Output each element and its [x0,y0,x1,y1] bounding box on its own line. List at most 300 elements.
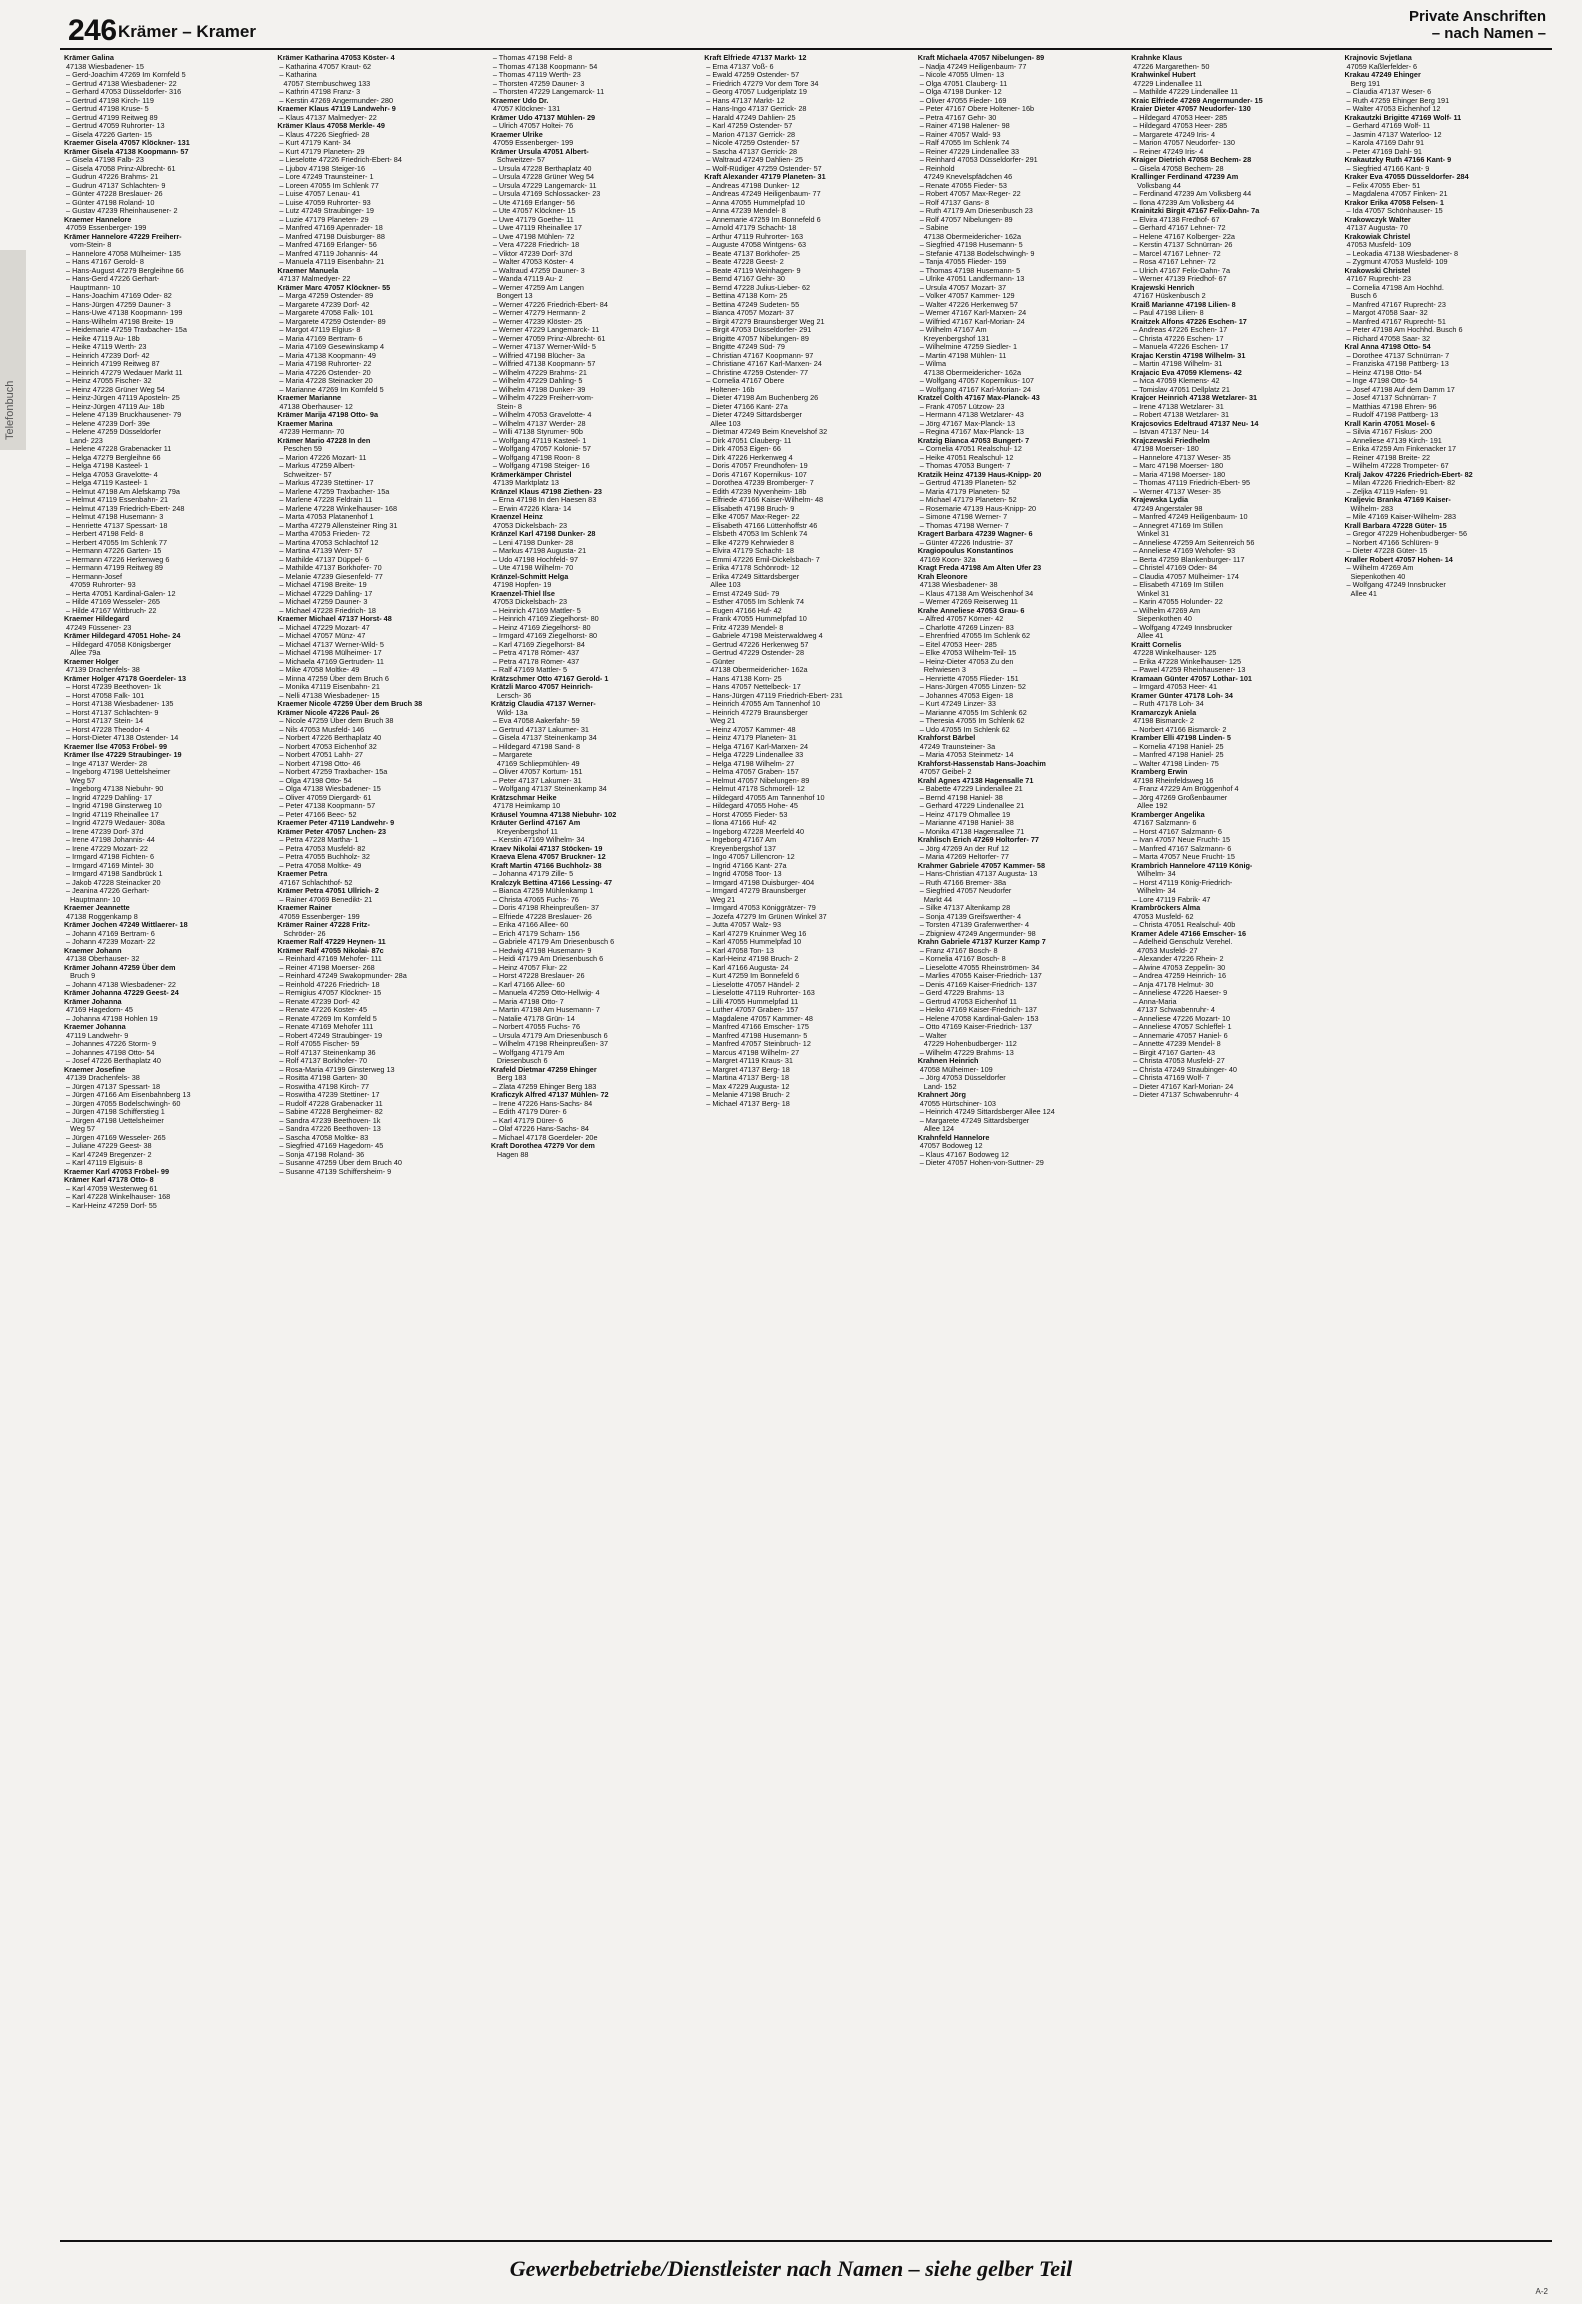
directory-entry: Kraiß Marianne 47198 Lilien- 8 [1131,299,1236,309]
directory-entry: – Ute 47169 Erlanger- 56 [492,197,575,207]
directory-entry: – Arthur 47119 Ruhrorter- 163 [706,231,804,241]
directory-entry: – Helmut 47057 Nibelungen- 89 [706,775,810,785]
directory-entry: Siepenkothen 40 [1350,571,1406,581]
directory-entry: Krämer Klaus 47058 Merkle- 49 [277,121,385,130]
directory-entry: – Nadja 47249 Heiligenbaum- 77 [919,61,1027,71]
directory-entry: – Pawel 47259 Rheinhausener- 13 [1133,665,1246,674]
directory-entry: – Ernst 47249 Süd- 79 [706,588,780,598]
directory-entry: – Klaus 47226 Siegfried- 28 [279,129,370,139]
directory-entry: – Irene 47239 Dorf- 37d [66,826,144,836]
directory-entry: Krajewska Lydia [1131,495,1189,504]
directory-entry: – Ulrich 47167 Felix-Dahn- 7a [1133,265,1231,275]
directory-entry: – Cornelia 47198 Am Hochhd. [1346,282,1444,292]
directory-entry: – Tomislav 47051 Dellplatz 21 [1133,384,1230,394]
directory-entry: – Olga 47198 Otto- 54 [279,775,352,785]
directory-entry: – Johannes 47198 Otto- 54 [66,1047,155,1057]
directory-entry: – Horst 47167 Salzmann- 6 [1133,826,1222,836]
directory-entry: Krajcsovics Edeltraud 47137 Neu- 14 [1131,418,1259,428]
directory-entry: – Edith 47239 Nyvenheim- 18b [706,486,807,496]
directory-entry: – Volker 47057 Kammer- 129 [919,291,1015,300]
directory-entry: – Bernd 47198 Haniel- 38 [919,792,1003,802]
directory-entry: – Felix 47055 Eber- 51 [1346,180,1421,190]
directory-entry: – Doris 47167 Kopernikus- 107 [706,469,807,479]
directory-entry: Krämer Ilse 47229 Straubinger- 19 [64,750,182,759]
directory-entry: – Christa 47249 Straubinger- 40 [1133,1064,1237,1074]
directory-entry: – Udo 47055 Im Schlenk 62 [919,724,1010,734]
directory-entry: – Sonja 47139 Greifswerther- 4 [919,911,1022,921]
directory-entry: – Uwe 47198 Mühlen- 72 [492,231,575,241]
directory-entry: Kreyenbergshof 131 [923,333,990,343]
directory-entry: – Oliver 47059 Diergardt- 61 [279,792,372,802]
directory-entry: – Horst 47228 Breslauer- 26 [492,971,585,980]
directory-entry: – Petra 47053 Musfeld- 82 [279,843,366,853]
directory-entry: – Annegret 47169 Im Stillen [1133,520,1223,530]
directory-entry: – Werner 47139 Friedhof- 67 [1133,274,1227,283]
directory-entry: – Kathrin 47198 Franz- 3 [279,87,361,96]
directory-entry: Kraficzyk Alfred 47137 Mühlen- 72 [490,1090,609,1099]
directory-entry: – Stefanie 47138 Bodelschwingh- 9 [919,248,1035,258]
directory-entry: – Michael 47229 Mozart- 47 [279,622,370,632]
directory-entry: – Anja 47178 Helmut- 30 [1133,979,1214,989]
directory-entry: Kraemer Marina [277,418,333,428]
directory-entry: – Regina 47167 Max-Planck- 13 [919,427,1024,436]
directory-entry: – Uwe 47119 Rheinallee 17 [492,223,582,232]
directory-entry: – Nelli 47138 Wiesbadener- 15 [279,690,380,700]
directory-entry: – Dietmar 47249 Beim Knevelshof 32 [706,427,828,436]
directory-entry: 47167 Ruprecht- 23 [1346,274,1412,283]
directory-entry: – Herta 47051 Kardinal-Galen- 12 [66,588,176,598]
directory-entry: – Marcus 47198 Wilhelm- 27 [706,1047,800,1057]
directory-entry: Kränzel Klaus 47198 Ziethen- 23 [490,486,602,496]
directory-entry: Siepenkothen 40 [1137,614,1192,623]
directory-entry: – Erich 47179 Scharn- 156 [492,928,580,938]
directory-entry: – Karl 47166 Augusta- 24 [706,962,789,972]
directory-entry: – Jürgen 47198 Schifferstieg 1 [66,1107,165,1116]
directory-entry: – Johann 47138 Wiesbadener- 22 [66,979,176,989]
directory-entry: – Margret 47137 Berg- 18 [706,1064,790,1074]
directory-entry: – Heinrich 47279 Wedauer Markt 11 [66,367,183,377]
directory-entry: – Helma 47057 Graben- 157 [706,767,799,776]
directory-entry: Krämer Holger 47178 Goerdeler- 13 [64,673,187,683]
directory-entry: – Klaus 47138 Am Weischenhof 34 [919,588,1034,598]
directory-entry: 47226 Margarethen- 50 [1133,61,1210,71]
directory-entry: – Hildegard 47055 Am Tannenhof 10 [706,792,825,802]
directory-entry: – Monika 47138 Hagensallee 71 [919,826,1025,836]
directory-entry: – Minna 47259 Über dem Bruch 6 [279,673,389,683]
directory-entry: – Dirk 47053 Eigen- 66 [706,444,781,453]
directory-entry: – Irmgard 47198 Sandbrück 1 [66,869,163,878]
directory-entry: 47139 Drachenfels- 38 [66,1073,140,1082]
directory-entry: 47053 Musfeld- 109 [1346,240,1412,249]
directory-entry: – Gerhard 47167 Lehner- 72 [1133,223,1226,232]
directory-entry: – Walter 47053 Eichenhof 12 [1346,104,1441,113]
directory-entry: – Reinhold 47226 Friedrich- 18 [279,979,380,989]
directory-entry: – Bernd 47167 Gehr- 30 [706,274,785,283]
directory-entry: – Ewald 47259 Ostender- 57 [706,70,800,79]
directory-entry: – Manfred 47167 Salzmann- 6 [1133,843,1232,853]
directory-entry: – Istvan 47137 Neu- 14 [1133,427,1209,436]
directory-entry: Krämer Ralf 47055 Nikolai- 87c [277,945,384,955]
directory-entry: – Loreen 47055 Im Schlenk 77 [279,180,379,190]
directory-entry: – Hildegard 47053 Heer- 285 [1133,112,1228,122]
directory-entry: – Marta 47053 Platanenhof 1 [279,512,374,521]
directory-entry: Krakor Erika 47058 Felsen- 1 [1344,197,1444,207]
directory-entry: – Udo 47198 Hochfeld- 97 [492,554,579,564]
directory-entry: – Heidemarie 47259 Traxbacher- 15a [66,325,187,334]
directory-entry: – Luzie 47179 Planeten- 29 [279,214,369,224]
directory-entry: – Alexander 47226 Rhein- 2 [1133,954,1224,963]
directory-entry: – Wilfried 47198 Blücher- 3a [492,350,585,360]
directory-entry: – Marc 47198 Moerser- 180 [1133,461,1224,470]
directory-entry: Kraemer Ilse 47053 Fröbel- 99 [64,741,168,751]
directory-entry: – Sabine 47228 Bergheimer- 82 [279,1107,383,1116]
directory-entry: – Heinrich 47169 Ziegelhorst- 80 [492,614,599,623]
directory-entry: – Maria 47179 Planeten- 52 [919,486,1010,496]
directory-entry: Kraemer Peter 47119 Landwehr- 9 [277,818,395,827]
directory-entry: – Mike 47058 Moltke- 49 [279,665,360,674]
directory-entry: – Wolfgang 47167 Karl-Morian- 24 [919,384,1032,394]
directory-entry: – Thomas 47198 Husemann- 5 [919,265,1021,275]
directory-entry: Krajnovic Svjetlana [1344,54,1412,62]
directory-entry: Kräuter Gerlind 47167 Am [490,818,581,827]
directory-entry: – Denis 47169 Kaiser-Friedrich- 137 [919,979,1037,989]
directory-entry: – Gertrud 47226 Herkenweg 57 [706,639,809,649]
directory-entry: – Siegfried 47169 Hagedorn- 45 [279,1141,384,1150]
directory-entry: Kraemer Gisela 47057 Klöckner- 131 [64,138,190,147]
directory-entry: – Ljubov 47198 Steiger-16 [279,163,366,173]
directory-entry: 47249 Füssener- 23 [66,622,132,632]
directory-entry: Krajcer Heinrich 47138 Wetzlarer- 31 [1131,393,1258,402]
directory-entry: – Jürgen 47169 Wesseler- 265 [66,1132,166,1142]
directory-entry: – Thomas 47198 Werner- 7 [919,520,1009,530]
directory-entry: – Andreas 47226 Eschen- 17 [1133,325,1228,334]
directory-entry: Kralczyk Bettina 47166 Lessing- 47 [490,877,613,887]
directory-entry: – Ida 47057 Schönhauser- 15 [1346,206,1443,215]
directory-entry: – Jörg 47269 An der Ruf 12 [919,843,1009,853]
directory-entry: – Rainer 47198 Halener- 98 [919,121,1010,130]
directory-entry: – Christian 47167 Koopmann- 97 [706,350,814,360]
directory-columns [60,54,1554,2226]
directory-entry: – Gabriele 47198 Meisterwaldweg 4 [706,631,823,640]
directory-entry: – Helmut 47178 Schmorell- 12 [706,784,805,793]
directory-entry: – Birgit 47279 Braunsberger Weg 21 [706,316,825,326]
directory-entry: – Wolfgang 47119 Kasteel- 1 [492,435,587,445]
directory-entry: – Siegfried 47166 Kant- 9 [1346,163,1430,173]
directory-entry: Wilhelm- 34 [1137,869,1176,878]
directory-entry: Kraic Elfriede 47269 Angermunder- 15 [1131,95,1263,105]
directory-entry: – Wolfgang 47249 Innsbrucker [1346,580,1446,589]
directory-entry: – Erna 47198 In den Haesen 83 [492,495,597,504]
directory-entry: Kraenzel-Thiel Ilse [490,588,555,598]
directory-entry: Kraemer Udo Dr. [490,95,549,105]
directory-entry: – Rosa-Maria 47199 Ginsterweg 13 [279,1064,395,1074]
directory-entry: – Maria 47169 Gesewinskamp 4 [279,342,385,351]
directory-entry: – Martha 47279 Allensteiner Ring 31 [279,520,398,530]
directory-entry: – Martin 47198 Am Husemann- 7 [492,1005,600,1014]
directory-entry: – Michael 47198 Breite- 19 [279,580,367,589]
directory-entry: – Thomas 47138 Koopmann- 54 [492,61,598,71]
directory-entry: – Babette 47229 Lindenallee 21 [919,784,1023,793]
directory-entry: – Karl 47055 Hummelpfad 10 [706,937,802,946]
directory-entry: Kraitt Cornelis [1131,639,1182,649]
directory-entry: – Martina 47139 Werr- 57 [279,546,363,555]
directory-entry: Krämer Johanna 47229 Geest- 24 [64,988,179,997]
directory-entry: – Karl 47119 Elgisuis- 8 [66,1158,143,1167]
directory-entry: – Dorothea 47239 Bromberger- 7 [706,478,814,487]
directory-entry: – Michael 47057 Münz- 47 [279,631,366,640]
directory-entry: Krahnert Jörg [917,1090,966,1099]
directory-entry: Kramaan Günter 47057 Lothar- 101 [1131,673,1252,683]
directory-entry: – Kurt 47179 Planeten- 29 [279,146,365,156]
directory-entry: – Hans-Christian 47137 Augusta- 13 [919,869,1038,878]
directory-entry: – Magdalena 47057 Finken- 21 [1346,189,1448,198]
directory-entry: – Lieselotte 47055 Rheinströmen- 34 [919,962,1040,972]
directory-entry: – Heinrich 47199 Reitweg 87 [66,359,160,368]
directory-entry: 47198 Moerser- 180 [1133,444,1199,453]
directory-entry: – Eitel 47053 Heer- 285 [919,639,997,649]
directory-entry: – Gertrud 47198 Kirch- 119 [66,95,154,105]
directory-entry: – Ehrenfried 47055 Im Schlenk 62 [919,631,1031,640]
directory-entry: – Zeljka 47119 Hafen- 91 [1346,486,1428,496]
directory-entry: – Hilde 47167 Wittbruch- 22 [66,605,157,615]
directory-entry: – Lutz 47249 Straubinger- 19 [279,206,374,215]
directory-entry: Kragt Freda 47198 Am Alten Ufer 23 [917,563,1042,572]
directory-entry: – Peter 47138 Koopmann- 57 [279,801,376,810]
directory-entry: – Wilhelm 47198 Dunker- 39 [492,384,586,394]
directory-entry: – Norbert 47226 Berthaplatz 40 [279,733,382,742]
directory-entry: – Christa 47065 Fuchs- 76 [492,894,579,904]
directory-entry: – Roswitha 47239 Stettiner- 17 [279,1090,380,1099]
directory-entry: Kraemer Hannelore [64,214,132,224]
directory-entry: – Brigitte 47057 Nibelungen- 89 [706,333,809,343]
directory-entry: Krätzschmer Otto 47167 Gerold- 1 [490,673,609,683]
directory-entry: – Gustav 47239 Rheinhausener- 2 [66,206,178,215]
directory-entry: – Elisabeth 47169 Im Stillen [1133,580,1224,589]
directory-entry: – Georg 47057 Ludgeriplatz 19 [706,87,807,96]
directory-entry: – Rolf 47057 Nibelungen- 89 [919,214,1013,224]
directory-entry: Krakowski Christel [1344,265,1411,275]
directory-entry: – Lieselotte 47057 Händel- 2 [706,979,800,989]
directory-entry: – Wanda 47119 Au- 2 [492,274,563,283]
directory-entry: Kränzel-Schmitt Helga [490,571,569,581]
directory-entry: – Karin 47055 Holunder- 22 [1133,597,1223,606]
directory-entry: Rehwiesen 3 [923,665,966,674]
directory-entry: Krämer Mario 47228 In den [277,435,371,445]
directory-entry: Krämer Nicole 47226 Paul- 26 [277,707,380,717]
directory-entry: – Helene 47228 Grabenacker 11 [66,444,172,453]
directory-entry: Kramer Adele 47166 Emscher- 16 [1131,928,1247,938]
directory-entry: – Christiane 47167 Karl-Marxen- 24 [706,359,822,368]
directory-entry: – Annemarie 47057 Haniel- 6 [1133,1030,1228,1040]
directory-entry: Krämer Galina [64,54,114,62]
directory-entry: – Michael 47259 Dauner- 3 [279,597,368,606]
directory-entry: – Jürgen 47137 Spessart- 18 [66,1081,161,1091]
directory-entry: Berg 191 [1350,78,1381,88]
directory-entry: – Hans-Jürgen 47259 Dauner- 3 [66,299,171,309]
directory-entry: – Ilona 47166 Huf- 42 [706,818,777,827]
directory-entry: – Brigitte 47249 Süd- 79 [706,342,785,351]
directory-entry: – Jakob 47228 Steinacker 20 [66,877,161,887]
directory-entry: – Beate 47137 Borkhofer- 25 [706,248,800,258]
directory-entry: – Marlene 47228 Winkelhauser- 168 [279,503,398,513]
directory-entry: Krakowiak Christel [1344,231,1411,241]
directory-entry: – Renate 47239 Dorf- 42 [279,996,360,1006]
directory-entry: – Gerhard 47169 Wolf- 11 [1346,121,1431,130]
directory-entry: – Thomas 47198 Feld- 8 [492,54,573,62]
directory-entry: – Irmgard 47053 Königgrätzer- 79 [706,903,816,912]
directory-entry: Kraft Dorothea 47279 Vor dem [490,1141,595,1150]
directory-entry: – Hans 47138 Korn- 25 [706,673,782,683]
directory-entry: – Vera 47228 Friedrich- 18 [492,240,580,249]
directory-entry: Krämer Johanna [64,996,122,1006]
directory-entry: – Reiner 47229 Lindenallee 33 [919,146,1020,156]
directory-entry: – Thomas 47053 Bungert- 7 [919,461,1011,470]
directory-entry: – Manfred 47198 Haniel- 25 [1133,750,1224,759]
directory-entry: – Peter 47198 Am Hochhd. Busch 6 [1346,325,1463,334]
directory-entry: 47198 Rheinfeldsweg 16 [1133,775,1214,785]
column-5 [914,54,1127,2226]
directory-entry: 47167 Hüskenbusch 2 [1133,291,1206,300]
directory-entry: Kratzik Heinz 47139 Haus-Knipp- 20 [917,469,1042,479]
directory-entry: Weg 57 [70,775,96,785]
directory-entry: – Helga 47229 Lindenallee 33 [706,750,804,759]
directory-entry: – Ralf 47169 Mattler- 5 [492,665,568,674]
directory-entry: – Heike 47051 Realschul- 12 [919,452,1014,462]
directory-entry: – Norbert 47051 Lahh- 27 [279,750,363,759]
directory-entry: – Gerd-Joachim 47269 Im Kornfeld 5 [66,70,186,79]
directory-entry: – Norbert 47055 Fuchs- 76 [492,1022,581,1031]
directory-entry: 47053 Musfeld- 62 [1133,911,1194,921]
directory-entry: Krahn Gabriele 47137 Kurzer Kamp 7 [917,937,1046,946]
directory-entry: – Kurt 47179 Kant- 34 [279,138,351,147]
directory-entry: – Werner 47239 Klöster- 25 [492,316,583,326]
directory-entry: – Wilhelm 47229 Dahling- 5 [492,376,583,385]
directory-entry: – Hans-Joachim 47169 Oder- 82 [66,291,172,300]
directory-entry: 47053 Musfeld- 27 [1137,945,1198,955]
directory-entry: – Margarete 47058 Falk- 101 [279,308,374,317]
directory-entry: – Heinrich 47169 Mattler- 5 [492,605,581,615]
directory-entry: – Esther 47055 Im Schlenk 74 [706,597,805,606]
directory-entry: Krall Karin 47051 Mosel- 6 [1344,418,1435,428]
directory-entry: – Manfred 47249 Heiligenbaum- 10 [1133,512,1248,521]
directory-entry: – Luise 47057 Lenau- 41 [279,189,361,198]
directory-entry: Kreyenbergshof 137 [710,843,776,853]
directory-entry: – Hermann 47226 Garten- 15 [66,546,162,555]
directory-entry: – Margarete 47249 Iris- 4 [1133,129,1216,139]
directory-entry: Kraljevic Branka 47169 Kaiser- [1344,495,1451,504]
directory-entry: – Gertrud 47137 Lakumer- 31 [492,724,589,734]
directory-entry: – Kerstin 47137 Schnürran- 26 [1133,240,1233,249]
directory-entry: Krahnfeld Hannelore [917,1132,990,1142]
directory-entry: – Christa 47226 Eschen- 17 [1133,333,1224,343]
directory-entry: Kraemer Ralf 47229 Heynen- 11 [277,937,386,946]
directory-entry: – Heike 47119 Werth- 23 [66,342,147,351]
directory-entry: – Rolf 47137 Steinenkamp 36 [279,1047,376,1057]
directory-entry: – Thorsten 47259 Dauner- 3 [492,78,585,88]
directory-entry: Stein- 8 [496,401,522,411]
directory-entry: – Hans-Ingo 47137 Gerrick- 28 [706,104,807,113]
directory-entry: – Hildegard 47053 Heer- 285 [1133,121,1228,130]
directory-entry: – Harald 47249 Dahlien- 25 [706,112,796,122]
directory-entry: – Peter 47166 Beec- 52 [279,809,357,819]
directory-entry: – Christine 47259 Ostender- 77 [706,367,809,377]
directory-entry: – Ferdinand 47239 Am Volksberg 44 [1133,189,1252,198]
directory-entry: Krahforst Bärbel [917,733,976,742]
directory-entry: – Herbert 47198 Feld- 8 [66,529,144,538]
directory-entry: – Wilhelm 47228 Trompeter- 67 [1346,461,1449,470]
directory-entry: Kraft Alexander 47179 Planeten- 31 [704,172,826,181]
footer-code: A-2 [1535,2287,1548,2296]
directory-entry: – Wolfgang 47137 Steinenkamp 34 [492,784,607,793]
directory-entry: – Renate 47055 Fieder- 53 [919,180,1007,190]
directory-entry: Krahwinkel Hubert [1131,70,1196,79]
directory-entry: 47249 Traunsteiner- 3a [919,741,996,751]
directory-entry: – Natalie 47178 Grün- 14 [492,1013,575,1023]
directory-entry: – Johannes 47053 Eigen- 18 [919,690,1014,700]
directory-entry: – Horst 47137 Stein- 14 [66,716,144,725]
directory-entry: – Karl 47228 Winkelhauser- 168 [66,1192,171,1201]
directory-entry: – Heinz-Jürgen 47119 Au- 18b [66,401,165,411]
directory-entry: – Gertrud 47059 Ruhrorter- 13 [66,121,165,130]
directory-entry: Winkel 31 [1137,588,1170,598]
directory-entry: – Heiko 47169 Kaiser-Friedrich- 137 [919,1005,1037,1014]
directory-entry: 47137 Schwabenruhr- 4 [1137,1005,1215,1014]
directory-entry: – Jürgen 47198 Uettelsheimer [66,1115,164,1125]
directory-entry: – Gisela 47058 Bechem- 28 [1133,163,1224,173]
directory-entry: – Birgit 47167 Garten- 43 [1133,1047,1216,1057]
directory-entry: – Irmgard 47279 Braunsberger [706,886,807,895]
directory-entry: Kramber Elli 47198 Linden- 5 [1131,733,1231,742]
directory-entry: Krakau 47249 Ehinger [1344,70,1421,79]
directory-entry: – Peter 47169 Dahl- 91 [1346,146,1422,156]
directory-entry: – Karl-Heinz 47198 Bruch- 2 [706,954,799,963]
directory-entry: – Ursula 47229 Langemarck- 11 [492,180,597,190]
directory-entry: – Jürgen 47166 Am Eisenbahnberg 13 [66,1090,191,1099]
directory-entry: – Manfred 47169 Erlanger- 56 [279,240,377,249]
directory-entry: – Wilhelm 47229 Freiherr-vom- [492,393,594,402]
directory-entry: – Renate 47269 Im Kornfeld 5 [279,1013,377,1023]
directory-entry: – Erika 47166 Allee- 60 [492,920,569,929]
directory-entry: Allee 103 [710,418,741,428]
directory-entry: Kraemer Marianne [277,393,342,402]
directory-entry: Kraier Dieter 47057 Neudorfer- 130 [1131,104,1251,113]
directory-entry: – Mile 47169 Kaiser-Wilhelm- 283 [1346,512,1457,521]
directory-entry: – Katharina [279,70,317,79]
directory-entry: – Wilhelm 47269 Am [1133,605,1201,615]
directory-entry: 47057 Sternbuschweg 133 [283,78,371,88]
directory-entry: – Annette 47239 Mendel- 8 [1133,1039,1221,1048]
directory-entry: 47058 Mülheimer- 109 [919,1064,993,1074]
directory-entry: Krätzig Claudia 47137 Werner- [490,699,596,708]
directory-entry: – Josef 47137 Schnürran- 7 [1346,393,1437,402]
directory-entry: – Renate 47226 Koster- 45 [279,1005,368,1014]
directory-entry: – Wolfgang 47198 Steiger- 16 [492,461,590,470]
directory-entry: Kraenzel Heinz [490,512,543,521]
directory-entry: Weg 57 [70,1124,96,1133]
directory-entry: – Norbert 47198 Otto- 46 [279,758,361,768]
directory-entry: Kraft Elfriede 47137 Markt- 12 [704,54,807,62]
directory-entry: – Gertrud 47229 Ostender- 28 [706,648,805,657]
directory-entry: – Claudia 47057 Mülheimer- 174 [1133,571,1239,581]
directory-entry: 47138 Obermeidericher- 162a [923,231,1022,241]
directory-entry: – Walter [919,1030,947,1040]
directory-entry: – Nicole 47259 Über dem Bruch 38 [279,716,394,725]
directory-entry: – Marlene 47259 Traxbacher- 15a [279,486,390,496]
directory-entry: – Jutta 47057 Walz- 93 [706,920,782,929]
directory-entry: – Erika 47259 Am Finkenacker 17 [1346,444,1457,453]
directory-entry: – Erika 47228 Winkelhauser- 125 [1133,656,1242,666]
directory-entry: Krall Barbara 47228 Güter- 15 [1344,520,1447,530]
